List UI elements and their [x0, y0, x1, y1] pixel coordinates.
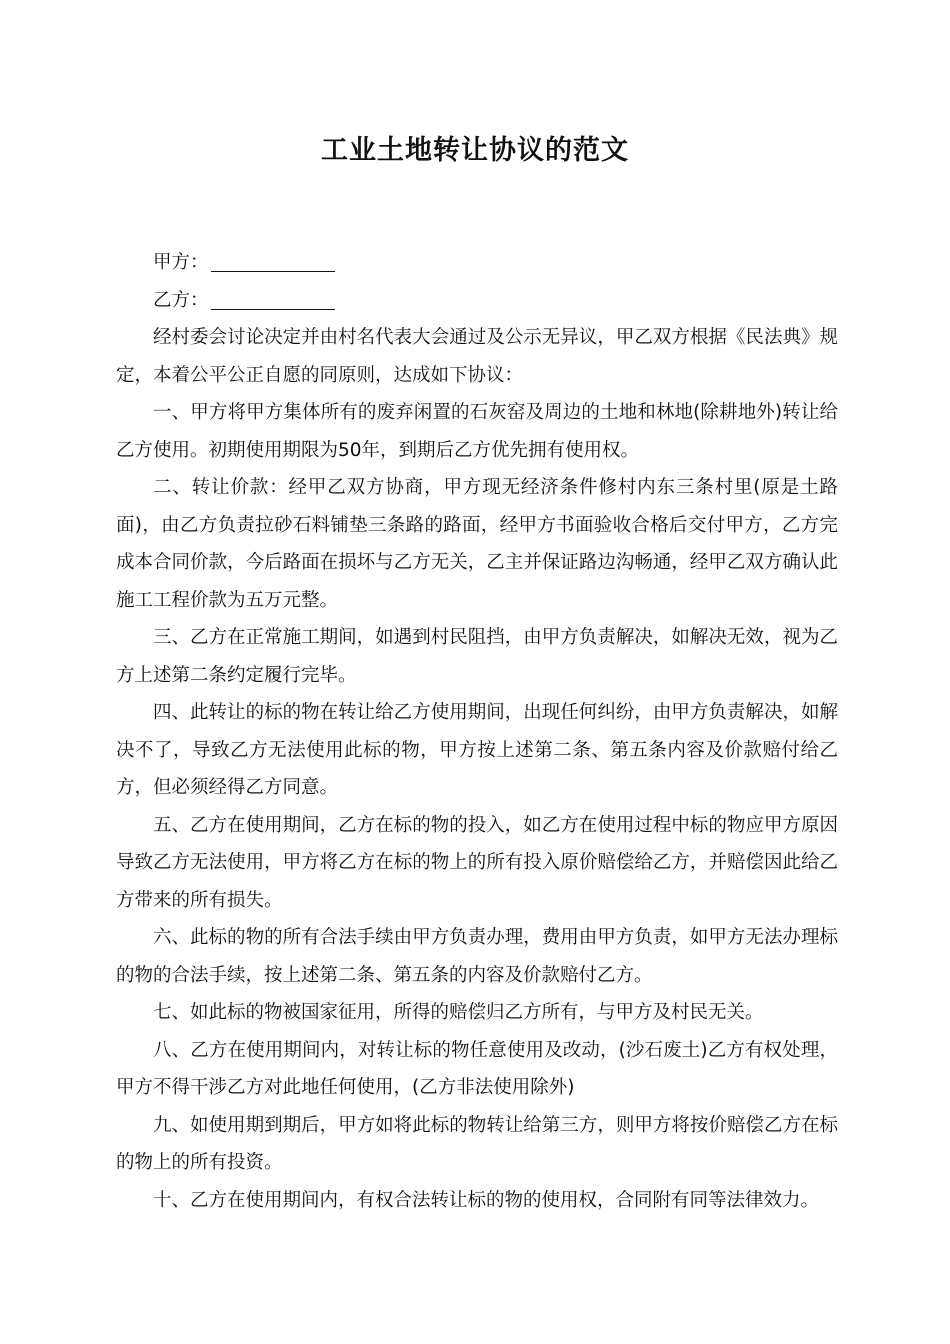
document-title: 工业土地转让协议的范文 [321, 135, 629, 166]
paragraph-clause-3: 三、乙方在正常施工期间，如遇到村民阻挡，由甲方负责解决，如解决无效，视为乙方上述第二条约定履行完毕。 [116, 627, 838, 686]
paragraph-clause-7: 七、如此标的物被国家征用，所得的赔偿归乙方所有，与甲方及村民无关。 [153, 1002, 764, 1023]
document-body [116, 244, 838, 1219]
paragraph-clause-9: 九、如使用期到期后，甲方如将此标的物转让给第三方，则甲方将按价赔偿乙方在标的物上的所有投资。 [116, 1114, 838, 1173]
party-b-line [116, 282, 838, 320]
party-a-label: 甲方： [153, 252, 209, 273]
paragraph-clause-10: 十、乙方在使用期间内，有权合法转让标的物的使用权，合同附有同等法律效力。 [153, 1189, 820, 1211]
party-b-blank [211, 287, 335, 310]
paragraph-clause-2: 二、转让价款：经甲乙双方协商，甲方现无经济条件修村内东三条村里(原是土路面)，由乙方负责拉砂石料铺垫三条路的路面，经甲方书面验收合格后交付甲方，乙方完成本合同价款，今后路面在损坏与乙方无关，乙主并保证路边沟畅通，经甲乙双方确认此施工工程价款为五万元整。 [116, 477, 838, 611]
party-a-line [116, 244, 838, 282]
paragraph-clause-8: 八、乙方在使用期间内，对转让标的物任意使用及改动，(沙石废土)乙方有权处理，甲方不得干涉乙方对此地任何使用，(乙方非法使用除外) [116, 1039, 838, 1098]
paragraph-clause-4: 四、此转让的标的物在转让给乙方使用期间，出现任何纠纷，由甲方负责解决，如解决不了，导致乙方无法使用此标的物，甲方按上述第二条、第五条内容及价款赔付给乙方，但必须经得乙方同意。 [116, 702, 838, 798]
party-a-blank [211, 249, 335, 272]
paragraph-clause-6: 六、此标的物的所有合法手续由甲方负责办理，费用由甲方负责，如甲方无法办理标的物的合法手续，按上述第二条、第五条的内容及价款赔付乙方。 [116, 927, 838, 986]
paragraph-preamble: 经村委会讨论决定并由村名代表大会通过及公示无异议，甲乙双方根据《民法典》规定，本着公平公正自愿的同原则，达成如下协议： [116, 327, 838, 386]
party-b-label: 乙方： [153, 289, 209, 311]
paragraph-clause-1: 一、甲方将甲方集体所有的废弃闲置的石灰窑及周边的土地和林地(除耕地外)转让给乙方使用。初期使用期限为50年，到期后乙方优先拥有使用权。 [116, 402, 838, 461]
paragraph-clause-5: 五、乙方在使用期间，乙方在标的物的投入，如乙方在使用过程中标的物应甲方原因导致乙方无法使用，甲方将乙方在标的物上的所有投入原价赔偿给乙方，并赔偿因此给乙方带来的所有损失。 [116, 814, 838, 911]
